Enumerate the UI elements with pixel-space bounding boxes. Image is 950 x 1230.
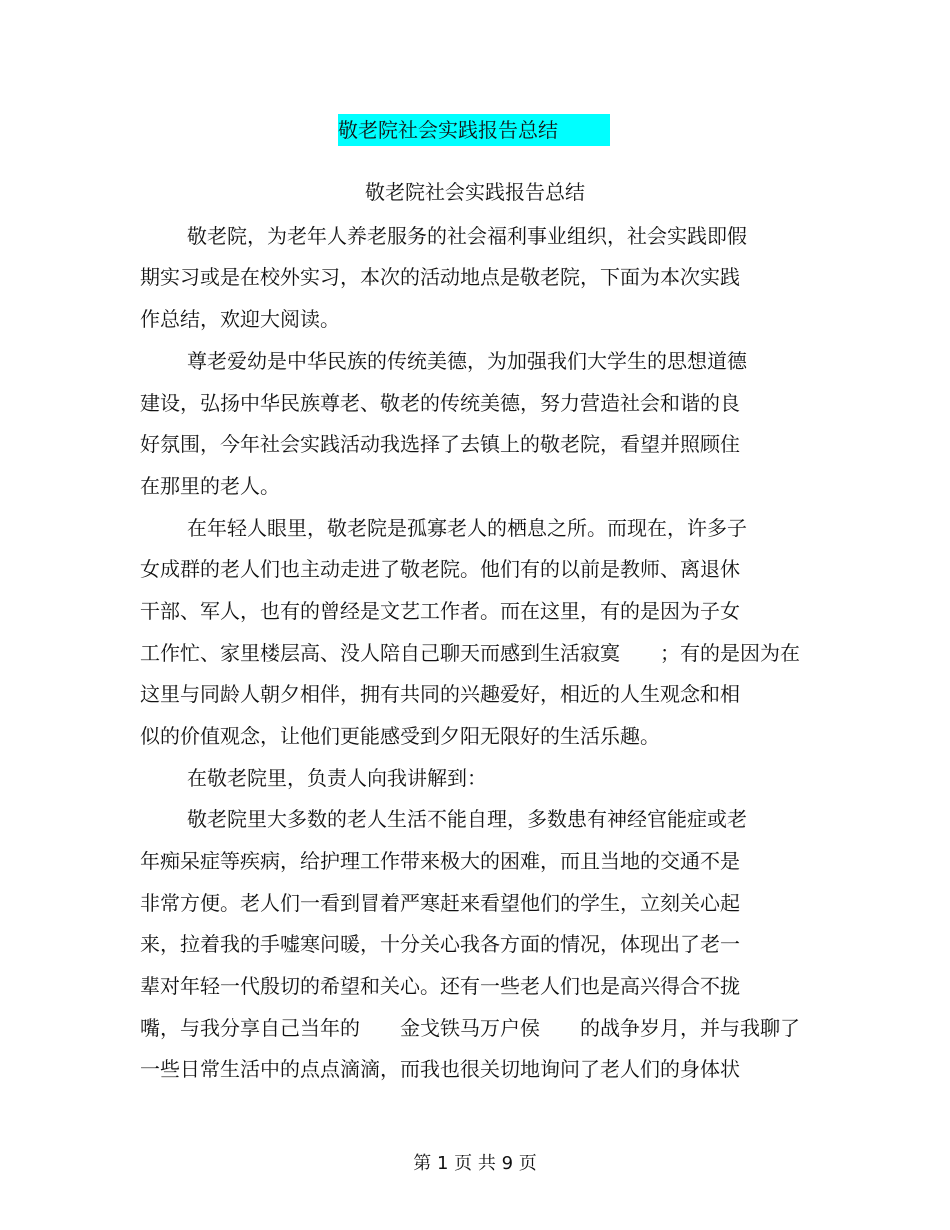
paragraph-line: 建设，弘扬中华民族尊老、敬老的传统美德，努力营造社会和谐的良: [140, 391, 740, 415]
paragraph-line: 嘴，与我分享自己当年的 金戈铁马万户侯 的战争岁月，并与我聊了: [140, 1016, 800, 1040]
paragraph-line: 工作忙、家里楼层高、没人陪自己聊天而感到生活寂寞 ；有的是因为在: [140, 641, 800, 665]
paragraph-line: 辈对年轻一代殷切的希望和关心。还有一些老人们也是高兴得合不拢: [140, 974, 740, 998]
paragraph-line: 来，拉着我的手嘘寒问暖，十分关心我各方面的情况，体现出了老一: [140, 932, 740, 956]
paragraph-line: 这里与同龄人朝夕相伴，拥有共同的兴趣爱好，相近的人生观念和相: [140, 682, 740, 706]
paragraph-line: 期实习或是在校外实习，本次的活动地点是敬老院，下面为本次实践: [140, 265, 740, 289]
page-number-footer: 第 1 页 共 9 页: [413, 1153, 537, 1174]
paragraph-line: 在敬老院里，负责人向我讲解到：: [187, 766, 487, 790]
paragraph-line: 尊老爱幼是中华民族的传统美德，为加强我们大学生的思想道德: [187, 349, 747, 373]
paragraph-line: 敬老院里大多数的老人生活不能自理，多数患有神经官能症或老: [187, 807, 747, 831]
paragraph-line: 一些日常生活中的点点滴滴，而我也很关切地询问了老人们的身体状: [140, 1057, 740, 1081]
highlighted-title: 敬老院社会实践报告总结: [338, 114, 610, 146]
paragraph-line: 作总结，欢迎大阅读。: [140, 307, 340, 331]
paragraph-line: 年痴呆症等疾病，给护理工作带来极大的困难，而且当地的交通不是: [140, 849, 740, 873]
paragraph-line: 女成群的老人们也主动走进了敬老院。他们有的以前是教师、离退休: [140, 557, 740, 581]
document-subtitle: 敬老院社会实践报告总结: [365, 180, 585, 204]
paragraph-line: 干部、军人，也有的曾经是文艺工作者。而在这里，有的是因为子女: [140, 599, 740, 623]
paragraph-line: 敬老院，为老年人养老服务的社会福利事业组织，社会实践即假: [187, 224, 747, 248]
paragraph-line: 在年轻人眼里，敬老院是孤寡老人的栖息之所。而现在，许多子: [187, 516, 747, 540]
paragraph-line: 非常方便。老人们一看到冒着严寒赶来看望他们的学生，立刻关心起: [140, 891, 740, 915]
paragraph-line: 好氛围，今年社会实践活动我选择了去镇上的敬老院，看望并照顾住: [140, 432, 740, 456]
paragraph-line: 似的价值观念，让他们更能感受到夕阳无限好的生活乐趣。: [140, 724, 660, 748]
paragraph-line: 在那里的老人。: [140, 474, 280, 498]
